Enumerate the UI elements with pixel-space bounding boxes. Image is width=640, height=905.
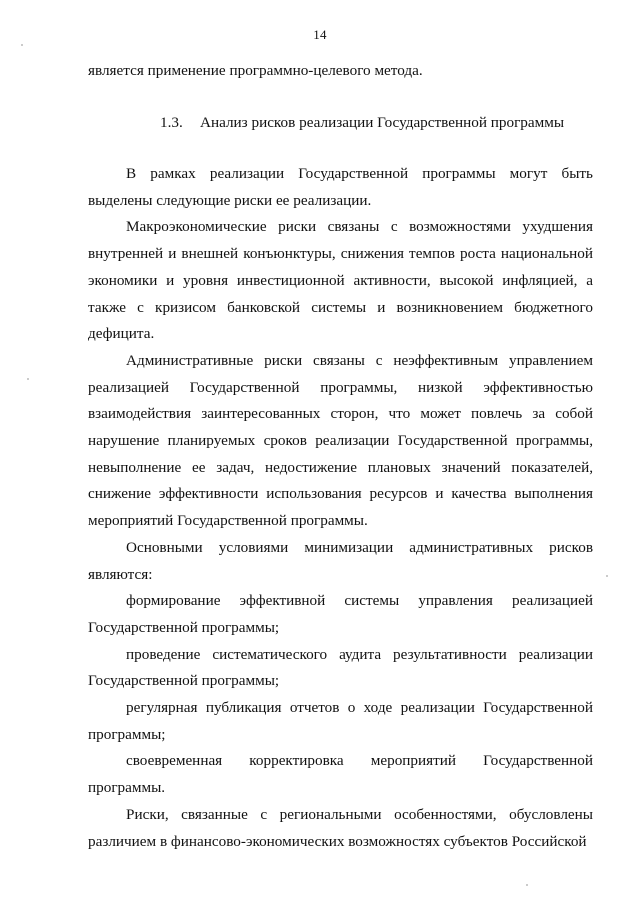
section-number: 1.3. [160, 114, 183, 131]
paragraph-minimization-conditions: Основными условиями минимизации административных рисков являются: [88, 538, 593, 583]
intro-line: является применение программно-целевого метода. [88, 62, 423, 79]
body-text [88, 161, 593, 855]
section-heading [160, 110, 600, 136]
scan-speck [27, 378, 29, 380]
paragraph-administrative-risks: Административные риски связаны с неэффективным управлением реализацией Государственной программы, низкой эффективностью взаимодействия заинтересованных сторон, что может повлечь за собой нарушение планируемых сроков реализации Государственной программы, невыполнение ее задач, недостижение плановых значений показателей, снижение эффективности использования ресурсов и качества выполнения мероприятий Государственной программы. [88, 351, 593, 530]
list-item-correction: своевременная корректировка мероприятий Государственной программы. [88, 752, 593, 797]
paragraph-regional-risks: Риски, связанные с региональными особенностями, обусловлены различием в финансово-экономических возможностях субъектов Российской [88, 805, 593, 850]
scan-speck [606, 575, 608, 577]
paragraph-macroeconomic-risks: Макроэкономические риски связаны с возможностями ухудшения внутренней и внешней конъюнктуры, снижения темпов роста национальной экономики и уровня инвестиционной активности, высокой инфляцией, а также с кризисом банковской системы и возникновением бюджетного дефицита. [88, 218, 593, 343]
section-title: Анализ рисков реализации Государственной программы [200, 114, 565, 131]
scan-speck [526, 884, 528, 886]
list-item-audit: проведение систематического аудита результативности реализации Государственной программы; [88, 645, 593, 690]
scan-speck [21, 44, 23, 46]
list-item-publication: регулярная публикация отчетов о ходе реализации Государственной программы; [88, 699, 593, 743]
paragraph-risks-intro: В рамках реализации Государственной программы могут быть выделены следующие риски ее реализации. [88, 165, 593, 209]
page-number: 14 [313, 27, 327, 42]
list-item-management-system: формирование эффективной системы управления реализацией Государственной программы; [88, 592, 593, 636]
